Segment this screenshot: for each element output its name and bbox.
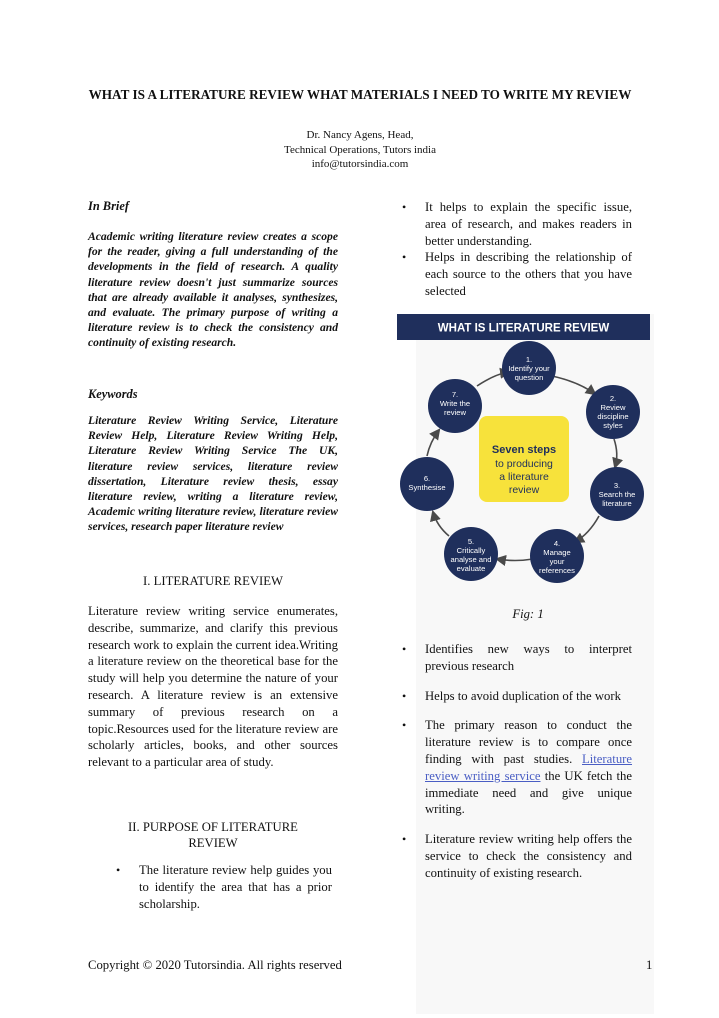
step-5-label: Critically <box>456 546 486 555</box>
bullet-icon: • <box>402 718 407 733</box>
author-name: Dr. Nancy Agens, Head, <box>306 129 414 141</box>
step-node-3 <box>590 467 644 521</box>
step-node-1 <box>502 341 556 395</box>
step-2-label2: discipline <box>597 412 629 421</box>
step-5-label3: evaluate <box>456 564 486 573</box>
step-4-label2: your <box>549 557 565 566</box>
arrow-5-6 <box>433 512 449 536</box>
page-number: 1 <box>646 958 653 972</box>
bullet-text: Helps to avoid duplication of the work <box>425 688 621 703</box>
bullet-text: Literature review writing help offers the service to check the consistency and continuity of existing research. <box>425 832 632 880</box>
center-line-2: to producing <box>495 458 553 470</box>
step-node-5 <box>444 527 498 581</box>
step-2-label: Review <box>600 403 626 412</box>
keywords-text: Literature Review Writing Service, Literature Review Help, Literature Review Writing Help, Literature Review Writing Service The UK, literature review services, literature review dissertation, Literature review thesis, essay literature review, writing a literature review, Academic writing literature review, literature review services, research paper literature review <box>88 414 338 534</box>
author-affiliation: Technical Operations, Tutors india <box>284 143 436 156</box>
bullet-icon: • <box>402 688 407 703</box>
list-item <box>398 249 632 299</box>
bullet-icon: • <box>402 832 407 847</box>
list-item <box>398 688 632 705</box>
section-heading-literature-review: I. LITERATURE REVIEW <box>143 574 283 588</box>
center-line-1: Seven steps <box>491 444 557 456</box>
step-node-7 <box>428 379 482 433</box>
literature-review-service-link[interactable]: Literature review writing service <box>425 751 633 783</box>
arrow-2-3 <box>614 439 617 467</box>
step-1-label2: question <box>514 373 544 382</box>
list-item <box>398 199 632 249</box>
step-6-number: 6. <box>423 474 431 483</box>
step-node-2 <box>586 385 640 439</box>
step-3-number: 3. <box>613 481 621 490</box>
bullet-text: Identifies new ways to interpret previous research <box>425 642 632 673</box>
step-node-6 <box>400 457 454 511</box>
step-4-number: 4. <box>553 539 561 548</box>
center-line-3: a literature <box>499 471 549 483</box>
figure-caption: Fig: 1 <box>512 607 544 621</box>
top-bullet-list <box>398 199 632 300</box>
section-heading-purpose <box>88 819 338 852</box>
arrow-6-7 <box>427 430 439 456</box>
literature-review-figure <box>397 314 650 592</box>
paper-title: WHAT IS A LITERATURE REVIEW WHAT MATERIALS I NEED TO WRITE MY REVIEW <box>88 87 632 102</box>
bullet-icon: • <box>402 642 407 656</box>
bullet-icon: • <box>402 200 407 214</box>
section2-heading-line1: II. PURPOSE OF LITERATURE <box>128 820 298 834</box>
list-item <box>112 862 332 912</box>
copyright-footer: Copyright © 2020 Tutorsindia. All rights reserved <box>88 958 342 972</box>
step-4-label3: references <box>539 566 575 575</box>
bullet-text: It helps to explain the specific issue, area of research, and makes readers in better understanding. <box>425 200 632 248</box>
bullet-text: The literature review help guides you to identify the area that has a prior scholarship. <box>139 863 332 911</box>
in-brief-heading: In Brief <box>88 199 129 213</box>
section1-body: Literature review writing service enumerates, describe, summarize, and clarify this previous research work to explain the current idea.Writing a literature review on the theoretical base for the study will help you determine the nature of your research. A literature review is an extensive summary of previous research on a topic.Resources used for the literature review are scholarly articles, books, and other sources relevant to a particular area of study. <box>88 604 338 770</box>
bullet-text: Helps in describing the relationship of each source to the others that you have selected <box>425 250 632 298</box>
arrow-3-4 <box>575 516 599 542</box>
list-item <box>398 831 632 881</box>
step-2-number: 2. <box>609 394 617 403</box>
step-node-4 <box>530 529 584 583</box>
step-3-label: Search the <box>598 490 636 499</box>
bullet-icon: • <box>402 250 407 265</box>
step-1-number: 1. <box>525 355 533 364</box>
step-7-number: 7. <box>451 390 459 399</box>
list-item <box>398 641 632 675</box>
center-line-4: review <box>508 484 540 496</box>
purpose-bullet-list <box>112 862 332 912</box>
step-5-label2: analyse and <box>450 555 492 564</box>
arrow-1-2 <box>552 376 595 394</box>
abstract-text: Academic writing literature review creates a scope for the reader, giving a full understanding of the developments in the field of research. A quality literature review doesn't just summarize sources that are already available it analyses, synthesizes, and evaluate. The primary purpose of writing a literature review is to check the consistency and continuity of existing research. <box>88 230 338 350</box>
bullet-text-prefix: The primary reason to conduct the literature review is to compare once finding with past studies. <box>425 718 632 766</box>
author-block <box>160 128 560 172</box>
step-5-number: 5. <box>467 537 475 546</box>
bullet-text-suffix: the UK fetch the immediate need and give unique writing. <box>425 768 632 817</box>
seven-steps-diagram <box>397 314 650 592</box>
step-3-label2: literature <box>602 499 632 508</box>
keywords-heading: Keywords <box>88 387 138 401</box>
author-email: info@tutorsindia.com <box>311 158 409 170</box>
section2-heading-line2: REVIEW <box>188 836 238 851</box>
step-7-label2: review <box>444 408 466 417</box>
bottom-bullet-list <box>398 641 632 882</box>
step-1-label: Identify your <box>508 364 550 373</box>
figure-banner-text: WHAT IS LITERATURE REVIEW <box>437 322 610 335</box>
list-item <box>398 717 632 818</box>
step-2-label3: styles <box>603 421 623 430</box>
step-4-label: Manage <box>543 548 571 557</box>
arrow-4-5 <box>497 559 533 561</box>
step-7-label: Write the <box>439 399 471 408</box>
step-6-label: Synthesise <box>408 483 446 492</box>
bullet-icon: • <box>116 863 121 877</box>
